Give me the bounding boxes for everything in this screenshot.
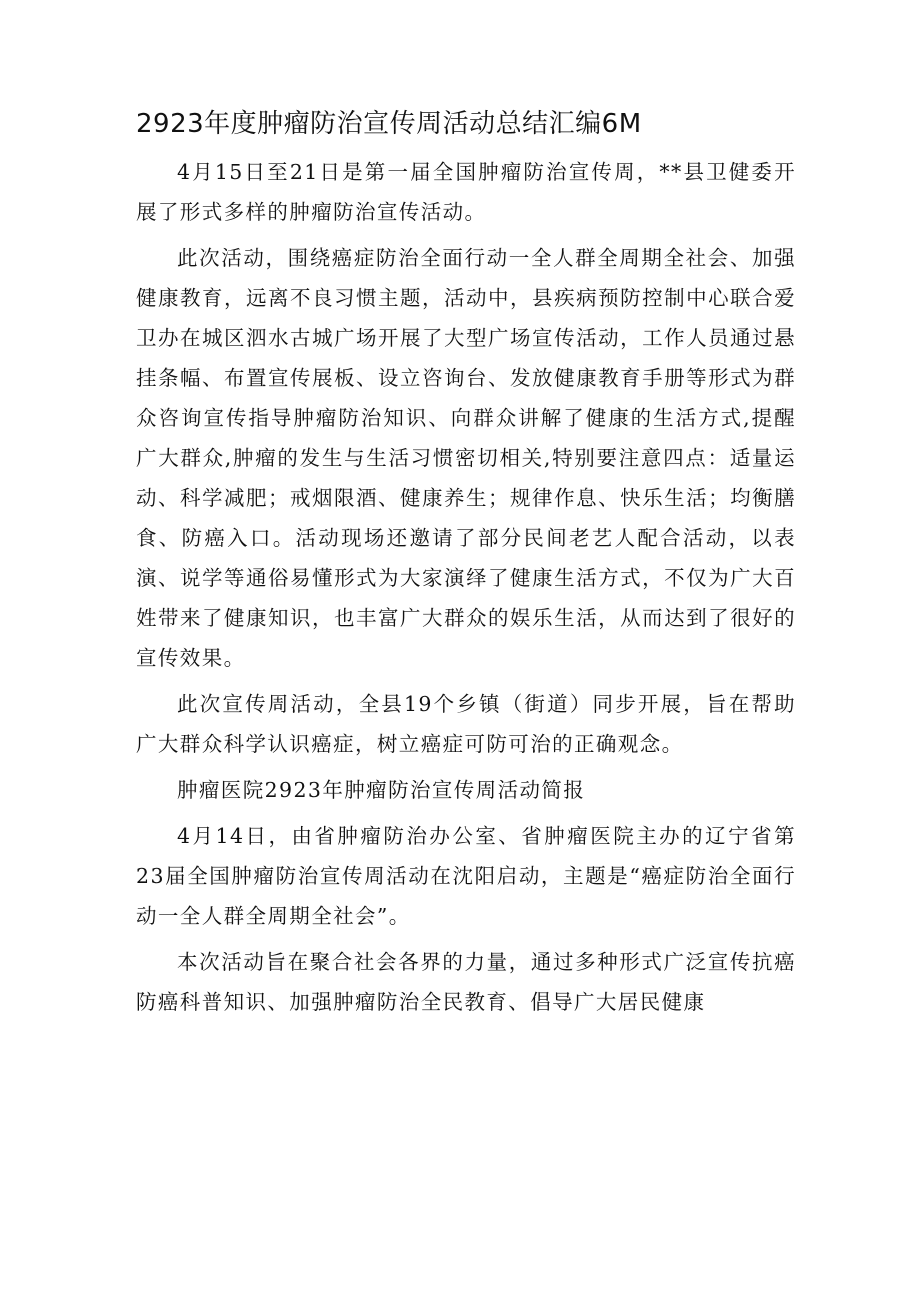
paragraph: 4月14日，由省肿瘤防治办公室、省肿瘤医院主办的辽宁省第23届全国肿瘤防治宣传周活动在沈阳启动，主题是“癌症防治全面行动一全人群全周期全社会”。 bbox=[136, 824, 796, 928]
paragraph: 本次活动旨在聚合社会各界的力量，通过多种形式广泛宣传抗癌防癌科普知识、加强肿瘤防治全民教育、倡导广大居民健康 bbox=[136, 950, 796, 1014]
document-page bbox=[136, 104, 796, 1028]
paragraph: 4月15日至21日是第一届全国肿瘤防治宣传周，**县卫健委开展了形式多样的肿瘤防治宣传活动。 bbox=[136, 160, 796, 224]
paragraph: 此次活动，围绕癌症防治全面行动一全人群全周期全社会、加强健康教育，远离不良习惯主题，活动中，县疾病预防控制中心联合爱卫办在城区泗水古城广场开展了大型广场宣传活动，工作人员通过悬挂条幅、布置宣传展板、设立咨询台、发放健康教育手册等形式为群众咨询宣传指导肿瘤防治知识、向群众讲解了健康的生活方式,提醒广大群众,肿瘤的发生与生活习惯密切相关,特别要注意四点：适量运动、科学减肥；戒烟限酒、健康养生；规律作息、快乐生活；均衡膳食、防癌入口。活动现场还邀请了部分民间老艺人配合活动，以表演、说学等通俗易懂形式为大家演绎了健康生活方式，不仅为广大百姓带来了健康知识，也丰富广大群众的娱乐生活，从而达到了很好的宣传效果。 bbox=[136, 246, 796, 670]
paragraph: 此次宣传周活动，全县19个乡镇（街道）同步开展，旨在帮助广大群众科学认识癌症，树立癌症可防可治的正确观念。 bbox=[136, 692, 796, 756]
document-title: 2923年度肿瘤防治宣传周活动总结汇编6M bbox=[136, 109, 642, 139]
subheading-paragraph: 肿瘤医院2923年肿瘤防治宣传周活动简报 bbox=[177, 778, 586, 802]
